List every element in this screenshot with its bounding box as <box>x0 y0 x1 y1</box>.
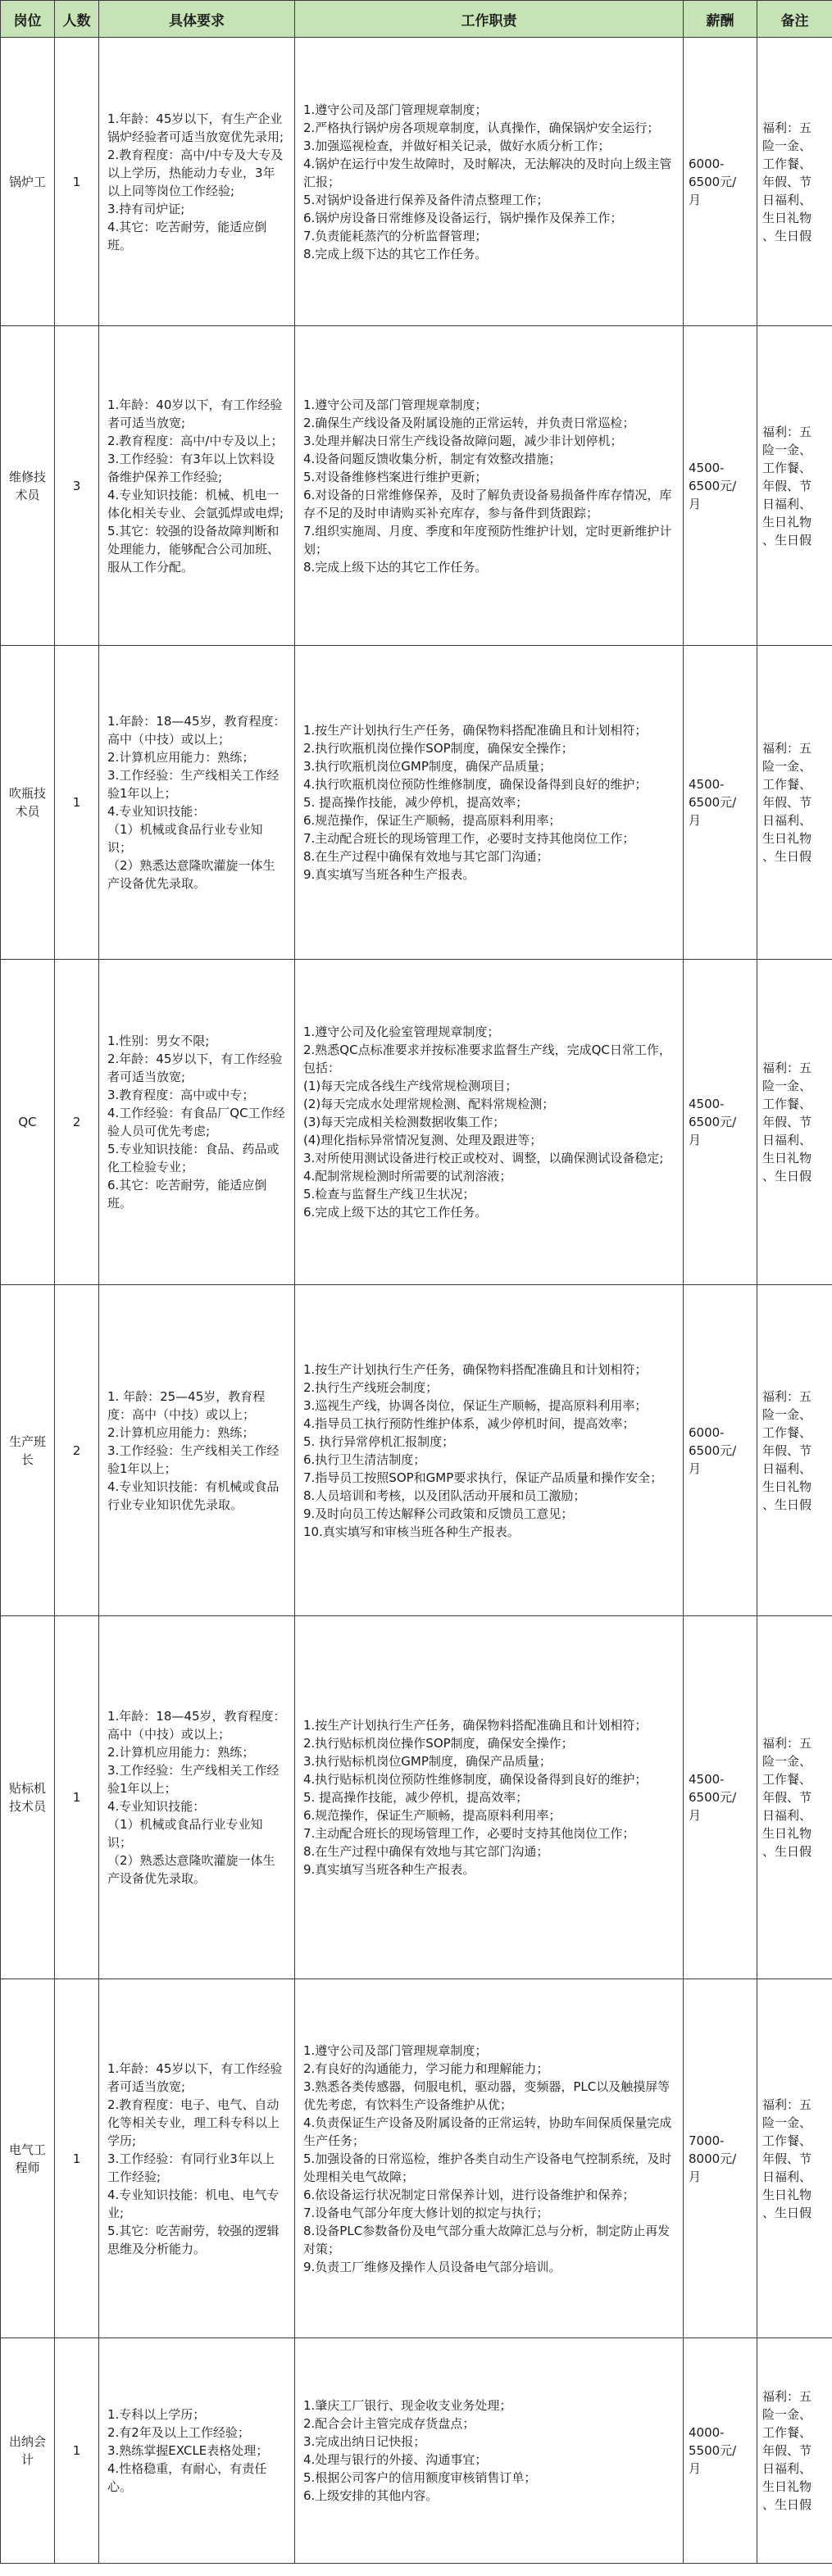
benefit-line: 生日礼物 <box>762 2187 812 2202</box>
requirement-line: 2.年龄：45岁以下，有工作经验者可适当放宽; <box>107 1052 283 1084</box>
duty-line: 1.肇庆工厂银行、现金收支业务处理； <box>303 2398 512 2413</box>
header-duties: 工作职责 <box>295 1 684 38</box>
benefit-line: 日福利、 <box>762 1808 812 1823</box>
table-row <box>1 646 832 960</box>
benefit-line: 、生日假 <box>762 1844 812 1859</box>
position-name: 出纳会计 <box>8 2434 46 2467</box>
salary-line: 4500- <box>689 1097 725 1111</box>
header-salary: 薪酬 <box>684 1 757 38</box>
requirement-line: （1）机械或食品行业专业知识； <box>107 822 263 855</box>
header-benefits: 备注 <box>757 1 832 38</box>
benefits-cell <box>757 1979 832 2338</box>
position-name: 维修技术员 <box>8 469 46 502</box>
salary-cell <box>684 1979 757 2338</box>
requirements-cell <box>99 1979 295 2338</box>
duty-line: 2.确保生产线设备及附属设施的正常运转，并负责日常巡检； <box>303 415 635 430</box>
position-cell <box>1 38 55 326</box>
headcount-cell <box>55 1616 99 1979</box>
duty-line: (2)每天完成水处理常规检测、配料常规检测； <box>303 1097 555 1111</box>
position-cell <box>1 2338 55 2564</box>
header-position: 岗位 <box>1 1 55 38</box>
duty-line: (3)每天完成相关检测数据收集工作； <box>303 1115 506 1129</box>
salary-line: 4500- <box>689 460 725 475</box>
requirement-line: 3.工作经验：生产线相关工作经验1年以上； <box>107 1763 280 1796</box>
salary-line: 月 <box>689 813 702 828</box>
benefits-cell <box>757 2338 832 2564</box>
salary-line: 7000- <box>689 2133 725 2148</box>
duty-line: 7.组织实施周、月度、季度和年度预防性维护计划，定时更新维护计划； <box>303 523 672 557</box>
benefit-line: 福利：五 <box>762 424 812 439</box>
headcount-value: 2 <box>72 1115 81 1129</box>
requirement-line: 3.工作经验：生产线相关工作经验1年以上； <box>107 768 280 801</box>
duty-line: 1.按生产计划执行生产任务，确保物料搭配准确且和计划相符； <box>303 723 648 738</box>
headcount-value: 1 <box>72 1790 81 1805</box>
benefit-line: 险一金、 <box>762 2407 812 2422</box>
benefit-line: 险一金、 <box>762 138 812 153</box>
requirement-line: 1.年龄：18—45岁，教育程度：高中（中技）或以上； <box>107 714 286 747</box>
duty-line: 6.对设备的日常维修保养，及时了解负责设备易损备件库存情况，库存不足的及时申请购买补充库存，参与备件到货跟踪； <box>303 487 672 520</box>
duty-line: 7.设备电气部分年度大修计划的拟定与执行； <box>303 2205 549 2220</box>
requirement-line: 3.持有司炉证; <box>107 201 185 216</box>
headcount-value: 1 <box>72 795 81 810</box>
duty-line: 3.熟悉各类传感器，伺服电机，驱动器，变频器，PLC以及触摸屏等优先考虑，有饮料生产设备维护从优； <box>303 2079 671 2112</box>
duty-line: 5.加强设备的日常巡检，维护各类自动生产设备电气控制系统，及时处理相关电气故障； <box>303 2151 672 2184</box>
duty-line: 2.执行生产线班会制度； <box>303 1379 439 1395</box>
position-name: 生产班长 <box>8 1433 46 1467</box>
salary-line: 4500- <box>689 1772 725 1787</box>
benefit-line: 年假、节 <box>762 1790 812 1805</box>
duty-line: 4.锅炉在运行中发生故障时，及时解决，无法解决的及时向上级主管汇报； <box>303 156 672 189</box>
duty-line: (1)每天完成各线生产线常规检测项目； <box>303 1079 518 1093</box>
salary-line: 5500元/ <box>689 2443 737 2458</box>
benefit-line: 工作餐、 <box>762 1424 812 1440</box>
salary-line: 6500元/ <box>689 478 737 493</box>
requirements-cell <box>99 960 295 1285</box>
position-cell <box>1 1979 55 2338</box>
benefit-line: 日福利、 <box>762 496 812 511</box>
requirement-line: 1.年龄：45岁以下，有生产企业锅炉经验者可适当放宽优先录用; <box>107 111 284 144</box>
requirement-line: 4.其它：吃苦耐劳，能适应倒班。 <box>107 219 267 252</box>
salary-line: 4000- <box>689 2425 725 2440</box>
salary-cell <box>684 1616 757 1979</box>
benefit-line: 、生日假 <box>762 2205 812 2220</box>
duty-line: 3.完成出纳日记快报； <box>303 2434 426 2449</box>
benefit-line: 生日礼物 <box>762 1151 812 1165</box>
salary-cell <box>684 326 757 646</box>
benefits-cell <box>757 1285 832 1616</box>
benefit-line: 工作餐、 <box>762 1097 812 1111</box>
benefit-line: 年假、节 <box>762 2443 812 2458</box>
duty-line: 1.遵守公司及部门管理规章制度； <box>303 397 488 412</box>
duty-line: 4.指导员工执行预防性维护体系，减少停机时间，提高效率； <box>303 1415 635 1431</box>
duty-line: 3.执行贴标机岗位GMP制度，确保产品质量； <box>303 1754 552 1769</box>
headcount-cell <box>55 38 99 326</box>
requirement-line: 4.工作经验：有食品厂QC工作经验人员可优先考虑; <box>107 1106 285 1138</box>
duty-line: 2.有良好的沟通能力，学习能力和理解能力； <box>303 2060 549 2076</box>
position-cell <box>1 326 55 646</box>
benefit-line: 日福利、 <box>762 2169 812 2184</box>
benefits-cell <box>757 646 832 960</box>
requirement-line: 1.年龄：40岁以下，有工作经验者可适当放宽; <box>107 397 283 430</box>
duty-line: 4.配制常规检测时所需要的试剂溶液； <box>303 1169 512 1184</box>
salary-line: 月 <box>689 1461 702 1476</box>
requirement-line: 6.其它：吃苦耐劳，能适应倒班。 <box>107 1178 267 1211</box>
requirement-line: 2.计算机应用能力：熟练； <box>107 750 255 765</box>
requirement-line: 4.专业知识技能：机电、电气专业; <box>107 2187 280 2220</box>
benefit-line: 险一金、 <box>762 1079 812 1093</box>
duties-cell <box>295 646 684 960</box>
position-name: 吹瓶技术员 <box>8 786 46 819</box>
benefits-cell <box>757 38 832 326</box>
requirement-line: （2）熟悉达意隆吹灌旋一体生产设备优先录取。 <box>107 1853 275 1886</box>
benefit-line: 年假、节 <box>762 478 812 493</box>
benefit-line: 生日礼物 <box>762 1479 812 1494</box>
salary-line: 月 <box>689 1133 702 1147</box>
salary-line: 月 <box>689 496 702 511</box>
header-requirements: 具体要求 <box>99 1 295 38</box>
benefit-line: 日福利、 <box>762 1133 812 1147</box>
duty-line: 8.在生产过程中确保有效地与其它部门沟通； <box>303 1844 549 1859</box>
requirement-line: 5.其它：吃苦耐劳，较强的逻辑思维及分析能力。 <box>107 2223 280 2256</box>
duty-line: 8.在生产过程中确保有效地与其它部门沟通； <box>303 849 549 864</box>
benefit-line: 、生日假 <box>762 228 812 243</box>
duty-line: 2.严格执行锅炉房各项规章制度，认真操作，确保锅炉安全运行； <box>303 120 660 135</box>
headcount-value: 2 <box>72 1442 81 1458</box>
duty-line: 7.负责能耗蒸汽的分析监督管理； <box>303 228 488 243</box>
position-cell <box>1 646 55 960</box>
duty-line: 1.按生产计划执行生产任务，确保物料搭配准确且和计划相符； <box>303 1718 648 1733</box>
duty-line: 8.完成上级下达的其它工作任务。 <box>303 246 488 261</box>
duty-line: 4.负责保证生产设备及附属设备的正常运转，协助车间保质保量完成生产任务； <box>303 2115 672 2148</box>
requirement-line: 3.教育程度：高中或中专； <box>107 1088 255 1102</box>
duty-line: 1.遵守公司及部门管理规章制度； <box>303 2042 488 2058</box>
duty-line: 5. 提高操作技能，减少停机，提高效率； <box>303 1790 529 1805</box>
duty-line: 10.真实填写和审核当班各种生产报表。 <box>303 1524 520 1539</box>
requirement-line: 5.专业知识技能：食品、药品或化工检验专业； <box>107 1142 280 1174</box>
duty-line: 4.执行吹瓶机岗位预防性维修制度，确保设备得到良好的维护； <box>303 777 648 792</box>
requirements-cell <box>99 38 295 326</box>
requirement-line: 4.专业知识技能： <box>107 1799 206 1814</box>
salary-line: 月 <box>689 2461 702 2476</box>
duties-cell <box>295 38 684 326</box>
requirement-line: 4.专业知识技能：有机械或食品行业专业知识优先录取。 <box>107 1479 280 1512</box>
salary-line: 月 <box>689 1808 702 1823</box>
benefit-line: 福利：五 <box>762 120 812 135</box>
duties-cell <box>295 1285 684 1616</box>
duties-cell <box>295 2338 684 2564</box>
benefit-line: 工作餐、 <box>762 460 812 475</box>
salary-cell <box>684 38 757 326</box>
benefit-line: 工作餐、 <box>762 156 812 171</box>
requirements-cell <box>99 646 295 960</box>
benefit-line: 年假、节 <box>762 1442 812 1458</box>
duty-line: 8.设备PLC参数备份及电气部分重大故障汇总与分析，制定防止再发对策； <box>303 2223 671 2256</box>
benefit-line: 、生日假 <box>762 2497 812 2512</box>
duty-line: 8.人员培训和考核，以及团队活动开展和员工激励； <box>303 1488 586 1503</box>
headcount-cell <box>55 960 99 1285</box>
duty-line: 1.遵守公司及化验室管理规章制度； <box>303 1024 500 1039</box>
duty-line: 2.配合会计主管完成存货盘点； <box>303 2416 475 2431</box>
headcount-cell <box>55 326 99 646</box>
duty-line: 5.检查与监督生产线卫生状况； <box>303 1187 475 1202</box>
salary-line: 月 <box>689 2169 702 2184</box>
requirement-line: 2.计算机应用能力：熟练； <box>107 1424 255 1440</box>
table-header <box>1 1 832 38</box>
requirement-line: 4.性格稳重，有耐心，有责任心。 <box>107 2461 267 2494</box>
requirement-line: 3.工作经验：生产线相关工作经验1年以上； <box>107 1442 280 1476</box>
requirement-line: （1）机械或食品行业专业知识； <box>107 1817 263 1850</box>
position-name: QC <box>18 1115 37 1129</box>
benefits-cell <box>757 326 832 646</box>
salary-line: 6500元/ <box>689 1790 737 1805</box>
requirement-line: 1.年龄：45岁以下，有工作经验者可适当放宽; <box>107 2060 283 2094</box>
requirement-line: 3.熟练掌握EXCLE表格处理； <box>107 2443 269 2458</box>
table-row <box>1 1979 832 2338</box>
benefit-line: 、生日假 <box>762 849 812 864</box>
duty-line: 6.完成上级下达的其它工作任务。 <box>303 1205 488 1220</box>
duties-cell <box>295 1979 684 2338</box>
duty-line: 5.对设备维修档案进行维护更新； <box>303 469 488 484</box>
duty-line: 6.执行卫生清洁制度； <box>303 1452 426 1467</box>
benefit-line: 工作餐、 <box>762 1772 812 1787</box>
table-row <box>1 1285 832 1616</box>
benefit-line: 年假、节 <box>762 1115 812 1129</box>
salary-line: 6000- <box>689 1424 725 1440</box>
requirement-line: 2.计算机应用能力：熟练； <box>107 1745 255 1760</box>
duty-line: 4.执行贴标机岗位预防性维修制度，确保设备得到良好的维护； <box>303 1772 648 1787</box>
benefit-line: 福利：五 <box>762 1736 812 1751</box>
benefit-line: 福利：五 <box>762 2389 812 2404</box>
benefit-line: 年假、节 <box>762 795 812 810</box>
duty-line: 1.遵守公司及部门管理规章制度； <box>303 102 488 117</box>
duties-cell <box>295 326 684 646</box>
requirement-line: 3.工作经验：有3年以上饮料设备维护保养工作经验; <box>107 451 275 484</box>
benefit-line: 福利：五 <box>762 1061 812 1075</box>
duty-line: 6.规范操作，保证生产顺畅，提高原料利用率； <box>303 1808 561 1823</box>
duty-line: 5. 提高操作技能，减少停机，提高效率； <box>303 795 529 810</box>
headcount-value: 1 <box>72 2151 81 2166</box>
requirements-cell <box>99 1285 295 1616</box>
duty-line: 6.锅炉房设备日常维修及设备运行，锅炉操作及保养工作； <box>303 210 623 225</box>
duty-line: 9.负责工厂维修及操作人员设备电气部分培训。 <box>303 2259 561 2274</box>
benefit-line: 险一金、 <box>762 759 812 774</box>
headcount-cell <box>55 646 99 960</box>
duty-line: 5.对锅炉设备进行保养及备件清点整理工作； <box>303 192 549 207</box>
duty-line: (4)理化指标异常情况复测、处理及跟进等； <box>303 1133 543 1147</box>
requirement-line: 4.专业知识技能：机械、机电一体化相关专业、会氩弧焊或电焊; <box>107 487 284 520</box>
duty-line: 9.真实填写当班各种生产报表。 <box>303 867 475 882</box>
duty-line: 2.执行吹瓶机岗位操作SOP制度，确保安全操作； <box>303 741 574 756</box>
salary-cell <box>684 646 757 960</box>
duty-line: 3.处理并解决日常生产线设备故障问题，减少非计划停机； <box>303 433 623 448</box>
duty-line: 6.规范操作，保证生产顺畅，提高原料利用率； <box>303 813 561 828</box>
table-row <box>1 2338 832 2564</box>
duty-line: 1.按生产计划执行生产任务，确保物料搭配准确且和计划相符； <box>303 1361 648 1377</box>
table-body <box>1 38 832 2564</box>
benefit-line: 生日礼物 <box>762 831 812 846</box>
salary-line: 6500元/ <box>689 174 737 189</box>
requirement-line: 1. 年龄：25—45岁，教育程度：高中（中技）或以上； <box>107 1388 266 1422</box>
position-cell <box>1 1285 55 1616</box>
requirement-line: 1.专科以上学历； <box>107 2407 206 2422</box>
benefit-line: 险一金、 <box>762 1754 812 1769</box>
table-row <box>1 38 832 326</box>
duty-line: 7.主动配合班长的现场管理工作，必要时支持其他岗位工作； <box>303 1826 635 1841</box>
duty-line: 3.对所使用测试设备进行校正或校对、调整，以确保测试设备稳定; <box>303 1151 664 1165</box>
salary-line: 4500- <box>689 777 725 792</box>
benefit-line: 工作餐、 <box>762 777 812 792</box>
position-cell <box>1 1616 55 1979</box>
table-row <box>1 960 832 1285</box>
requirements-cell <box>99 1616 295 1979</box>
duty-line: 6.依设备运行状况制定日常保养计划，进行设备维护和保养； <box>303 2187 635 2202</box>
headcount-cell <box>55 1979 99 2338</box>
duty-line: 5. 执行异常停机汇报制度； <box>303 1433 455 1449</box>
benefit-line: 日福利、 <box>762 1461 812 1476</box>
headcount-value: 1 <box>72 174 81 189</box>
duty-line: 5.根据公司客户的信用额度审核销售订单； <box>303 2470 537 2485</box>
requirement-line: （2）熟悉达意隆吹灌旋一体生产设备优先录取。 <box>107 858 275 891</box>
benefits-cell <box>757 960 832 1285</box>
duty-line: 3.巡视生产线，协调各岗位，保证生产顺畅，提高原料利用率； <box>303 1397 648 1413</box>
benefit-line: 生日礼物 <box>762 210 812 225</box>
requirement-line: 2.教育程度：高中/中专及大专及以上学历，热能动力专业，3年以上同等岗位工作经验; <box>107 147 284 198</box>
position-name: 锅炉工 <box>8 174 46 189</box>
position-name: 贴标机技术员 <box>8 1781 46 1814</box>
headcount-cell <box>55 2338 99 2564</box>
duty-line: 4.处理与银行的外接、沟通事宜； <box>303 2452 488 2467</box>
duty-line: 9.真实填写当班各种生产报表。 <box>303 1862 475 1877</box>
benefit-line: 日福利、 <box>762 192 812 207</box>
benefit-line: 、生日假 <box>762 1169 812 1184</box>
duties-cell <box>295 1616 684 1979</box>
headcount-value: 3 <box>72 478 81 493</box>
header-row <box>1 1 832 38</box>
requirement-line: 2.教育程度：电子、电气、自动化等相关专业，理工科专科以上学历; <box>107 2097 280 2148</box>
table-row <box>1 1616 832 1979</box>
requirement-line: 2.教育程度：高中/中专及以上； <box>107 433 284 448</box>
duty-line: 3.执行吹瓶机岗位GMP制度，确保产品质量； <box>303 759 552 774</box>
duties-cell <box>295 960 684 1285</box>
salary-cell <box>684 1285 757 1616</box>
salary-line: 8000元/ <box>689 2151 737 2166</box>
salary-cell <box>684 960 757 1285</box>
benefit-line: 险一金、 <box>762 442 812 457</box>
benefit-line: 、生日假 <box>762 1497 812 1512</box>
requirement-line: 3.工作经验：有同行业3年以上工作经验; <box>107 2151 275 2184</box>
duty-line: 7.指导员工按照SOP和GMP要求执行，保证产品质量和操作安全； <box>303 1470 663 1485</box>
benefit-line: 工作餐、 <box>762 2133 812 2148</box>
duty-line: 6.上级安排的其他内容。 <box>303 2488 439 2503</box>
position-cell <box>1 960 55 1285</box>
headcount-value: 1 <box>72 2443 81 2458</box>
benefit-line: 生日礼物 <box>762 2479 812 2494</box>
salary-line: 6500元/ <box>689 1442 737 1458</box>
benefit-line: 福利：五 <box>762 741 812 756</box>
table-row <box>1 326 832 646</box>
benefit-line: 、生日假 <box>762 532 812 547</box>
benefit-line: 险一金、 <box>762 2115 812 2130</box>
salary-line: 6500元/ <box>689 795 737 810</box>
requirement-line: 2.有2年及以上工作经验； <box>107 2425 250 2440</box>
duty-line: 4.设备问题反馈收集分析，制定有效整改措施； <box>303 451 561 466</box>
requirements-cell <box>99 2338 295 2564</box>
duty-line: 2.执行贴标机岗位操作SOP制度，确保安全操作； <box>303 1736 574 1751</box>
duty-line: 3.加强巡视检查，并做好相关记录，做好水质分析工作； <box>303 138 611 153</box>
requirement-line: 1.性别：男女不限; <box>107 1034 210 1048</box>
salary-line: 月 <box>689 192 702 207</box>
salary-line: 6000- <box>689 156 725 171</box>
position-name: 电气工程师 <box>8 2142 46 2175</box>
benefit-line: 生日礼物 <box>762 514 812 529</box>
benefit-line: 年假、节 <box>762 174 812 189</box>
requirement-line: 4.专业知识技能： <box>107 804 206 819</box>
headcount-cell <box>55 1285 99 1616</box>
requirement-line: 1.年龄：18—45岁，教育程度：高中（中技）或以上； <box>107 1709 286 1742</box>
salary-line: 6500元/ <box>689 1115 737 1129</box>
duty-line: 8.完成上级下达的其它工作任务。 <box>303 559 488 575</box>
salary-cell <box>684 2338 757 2564</box>
benefit-line: 日福利、 <box>762 813 812 828</box>
duty-line: 7.主动配合班长的现场管理工作，必要时支持其他岗位工作； <box>303 831 635 846</box>
benefit-line: 福利：五 <box>762 1388 812 1404</box>
requirements-cell <box>99 326 295 646</box>
duty-line: 9.及时向员工传达解释公司政策和反馈员工意见； <box>303 1506 574 1521</box>
benefit-line: 日福利、 <box>762 2461 812 2476</box>
benefit-line: 险一金、 <box>762 1406 812 1422</box>
benefit-line: 生日礼物 <box>762 1826 812 1841</box>
header-count: 人数 <box>55 1 99 38</box>
requirement-line: 5.其它：较强的设备故障判断和处理能力，能够配合公司加班、服从工作分配。 <box>107 523 280 575</box>
benefit-line: 福利：五 <box>762 2097 812 2112</box>
benefits-cell <box>757 1616 832 1979</box>
duty-line: 2.熟悉QC点标准要求并按标准要求监督生产线，完成QC日常工作，包括： <box>303 1043 671 1075</box>
benefit-line: 年假、节 <box>762 2151 812 2166</box>
benefit-line: 工作餐、 <box>762 2425 812 2440</box>
